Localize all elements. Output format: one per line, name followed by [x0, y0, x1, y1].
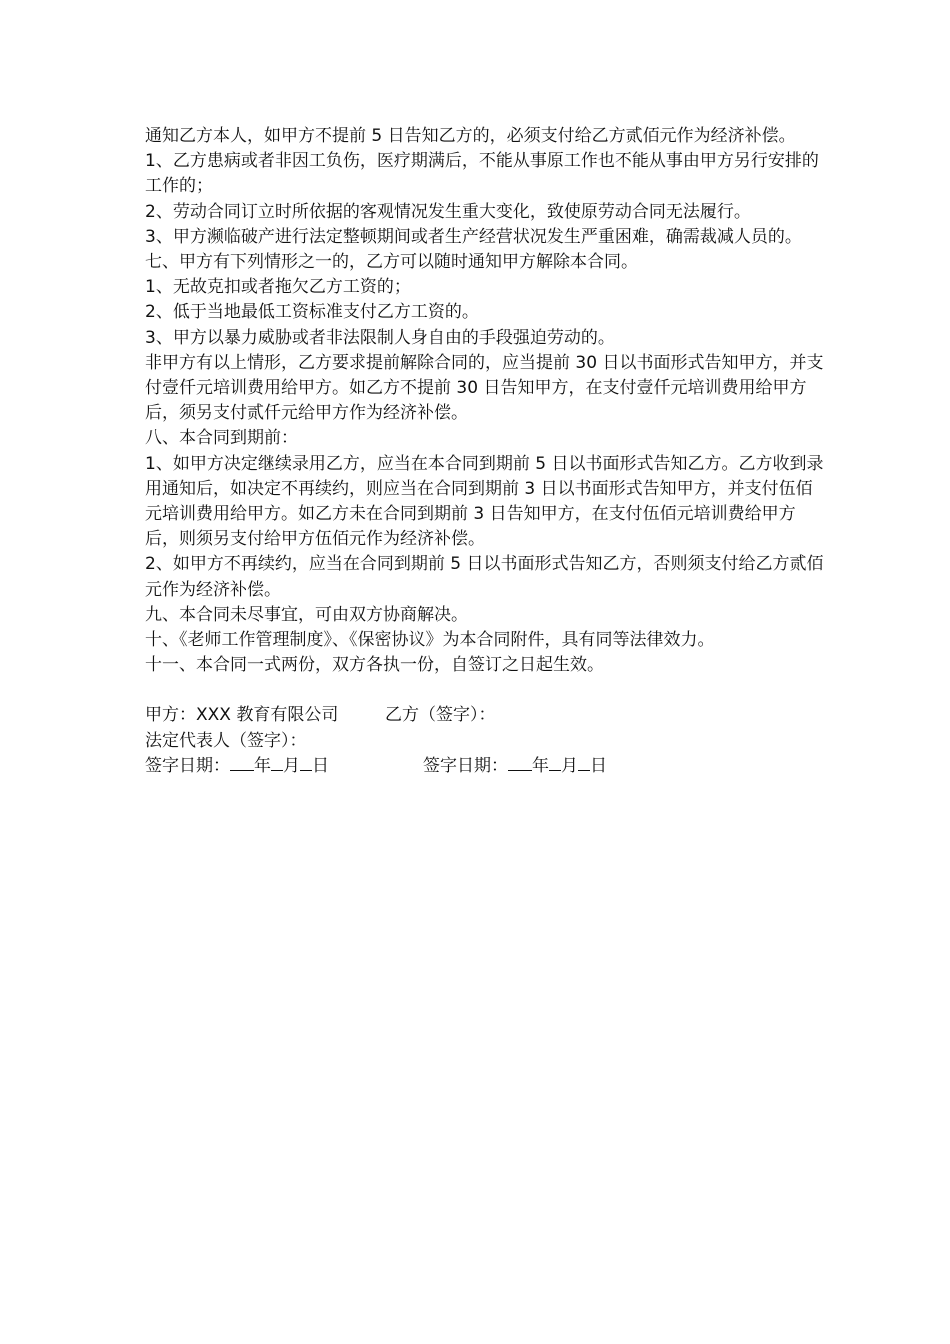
- party-a-label: 甲方：XXX 教育有限公司: [145, 705, 339, 726]
- paragraph: 3、甲方以暴力威胁或者非法限制人身自由的手段强迫劳动的。: [145, 327, 615, 348]
- month-label: 月: [283, 755, 300, 776]
- paragraph: 2、劳动合同订立时所依据的客观情况发生重大变化，致使原劳动合同无法履行。: [145, 201, 751, 222]
- paragraph: 1、无故克扣或者拖欠乙方工资的；: [145, 277, 411, 298]
- party-a-date: [145, 754, 423, 779]
- paragraph: 通知乙方本人，如甲方不提前 5 日告知乙方的，必须支付给乙方贰佰元作为经济补偿。: [145, 126, 796, 146]
- year-label: 年: [532, 755, 549, 776]
- section-heading: 七、甲方有下列情形之一的，乙方可以随时通知甲方解除本合同。: [145, 252, 638, 273]
- year-blank: [508, 754, 532, 771]
- section-heading: 十一、本合同一式两份，双方各执一份，自签订之日起生效。: [145, 655, 604, 676]
- day-blank: [300, 754, 312, 771]
- section-heading: 八、本合同到期前：: [145, 428, 298, 449]
- paragraph: 1、如甲方决定继续录用乙方，应当在本合同到期前 5 日以书面形式告知乙方。乙方收到录用通知后，如决定不再续约，则应当在合同到期前 3 日以书面形式告知甲方，并支付伍佰元培训费用给甲方。如乙方未在合同到期前 3 日告知甲方，在支付伍佰元培训费给甲方后，则须另支付给甲方伍佰元作为经济补偿。: [145, 453, 824, 550]
- day-label: 日: [590, 755, 607, 776]
- paragraph: 1、乙方患病或者非因工负伤，医疗期满后，不能从事原工作也不能从事由甲方另行安排的工作的；: [145, 151, 819, 197]
- spacer: [145, 678, 825, 703]
- paragraph: 3、甲方濒临破产进行法定整顿期间或者生产经营状况发生严重困难，确需裁减人员的。: [145, 226, 802, 247]
- legal-rep-row: [145, 729, 825, 754]
- contract-page: [145, 124, 825, 779]
- month-label: 月: [561, 755, 578, 776]
- day-blank: [578, 754, 590, 771]
- month-blank: [549, 754, 561, 771]
- paragraph: 2、如甲方不再续约，应当在合同到期前 5 日以书面形式告知乙方，否则须支付给乙方贰佰元作为经济补偿。: [145, 554, 824, 600]
- day-label: 日: [312, 755, 329, 776]
- section-heading: 九、本合同未尽事宜，可由双方协商解决。: [145, 604, 468, 625]
- date-label: 签字日期：: [145, 755, 230, 776]
- year-blank: [230, 754, 254, 771]
- signature-parties-row: [145, 703, 825, 728]
- party-b-label: 乙方（签字）：: [385, 705, 496, 726]
- paragraph: 非甲方有以上情形，乙方要求提前解除合同的，应当提前 30 日以书面形式告知甲方，并支付壹仟元培训费用给甲方。如乙方不提前 30 日告知甲方，在支付壹仟元培训费用给甲方后，须另支付贰仟元给甲方作为经济补偿。: [145, 352, 824, 424]
- year-label: 年: [254, 755, 271, 776]
- month-blank: [271, 754, 283, 771]
- signature-dates-row: [145, 754, 825, 779]
- legal-rep-label: 法定代表人（签字）：: [145, 730, 307, 751]
- party-b-date: [423, 754, 607, 779]
- section-heading: 十、《老师工作管理制度》、《保密协议》为本合同附件，具有同等法律效力。: [145, 630, 715, 651]
- paragraph: 2、低于当地最低工资标准支付乙方工资的。: [145, 302, 479, 323]
- date-label: 签字日期：: [423, 755, 508, 776]
